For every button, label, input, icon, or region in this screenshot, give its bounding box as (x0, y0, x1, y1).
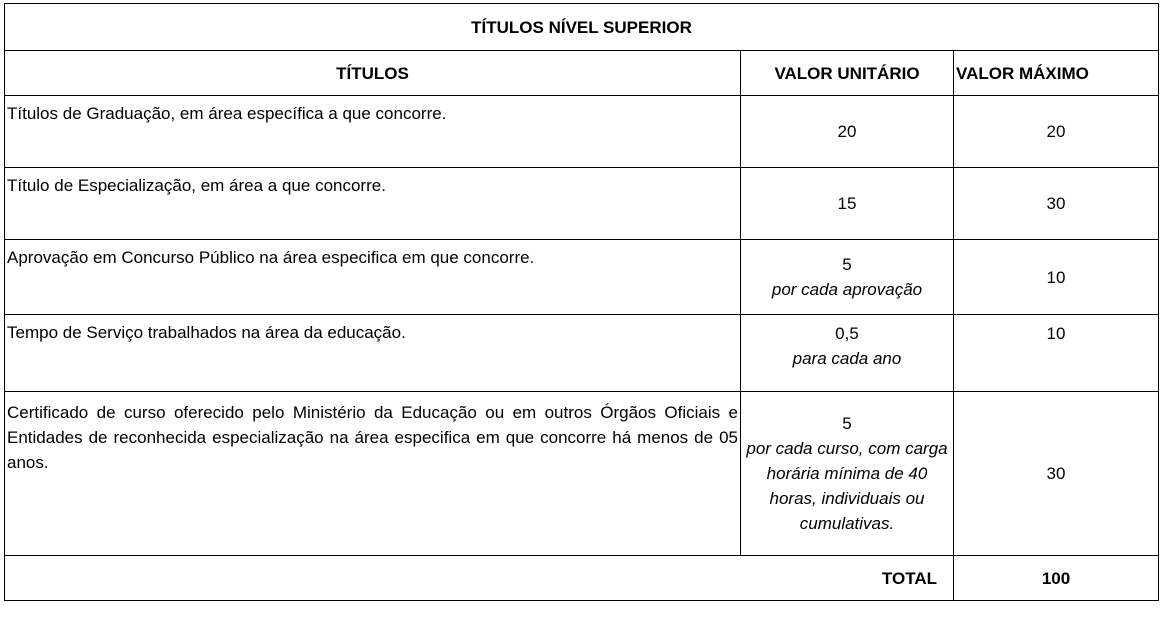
row-max-value: 30 (954, 392, 1159, 556)
unit-value-number: 0,5 (835, 324, 859, 343)
row-title: Aprovação em Concurso Público na área especifica em que concorre. (5, 240, 741, 315)
table-row (5, 240, 1159, 315)
row-title: Títulos de Graduação, em área específica a que concorre. (5, 96, 741, 168)
table-row (5, 168, 1159, 240)
row-unit-value (741, 240, 954, 315)
header-unit-value: VALOR UNITÁRIO (741, 51, 954, 96)
row-unit-value (741, 315, 954, 392)
header-max-value: VALOR MÁXIMO (954, 51, 1159, 96)
unit-value-note: por cada aprovação (771, 280, 923, 299)
unit-value-number: 5 (842, 255, 852, 274)
row-title: Certificado de curso oferecido pelo Ministério da Educação ou em outros Órgãos Oficiais e Entidades de reconhecida especialização na área especifica em que concorre há menos de 05 anos. (5, 392, 741, 556)
unit-value-number: 15 (837, 194, 857, 213)
unit-value-note: para cada ano (792, 349, 902, 368)
row-unit-value (741, 168, 954, 240)
table-row (5, 392, 1159, 556)
row-title: Tempo de Serviço trabalhados na área da educação. (5, 315, 741, 392)
unit-value-number: 5 (842, 414, 852, 433)
total-value: 100 (954, 556, 1159, 601)
table-header-row (5, 51, 1159, 96)
table-row (5, 96, 1159, 168)
table-title: TÍTULOS NÍVEL SUPERIOR (5, 4, 1159, 51)
row-max-value: 10 (954, 315, 1159, 392)
unit-value-note: por cada curso, com carga horária mínima de 40 horas, individuais ou cumulativas. (746, 439, 948, 533)
row-max-value: 10 (954, 240, 1159, 315)
row-title: Título de Especialização, em área a que concorre. (5, 168, 741, 240)
header-titles: TÍTULOS (5, 51, 741, 96)
row-unit-value (741, 96, 954, 168)
total-label: TOTAL (5, 556, 954, 601)
table-title-row (5, 4, 1159, 51)
table-row (5, 315, 1159, 392)
row-unit-value (741, 392, 954, 556)
scoring-table (4, 3, 1159, 601)
table-total-row (5, 556, 1159, 601)
row-max-value: 20 (954, 96, 1159, 168)
row-max-value: 30 (954, 168, 1159, 240)
unit-value-number: 20 (837, 122, 857, 141)
